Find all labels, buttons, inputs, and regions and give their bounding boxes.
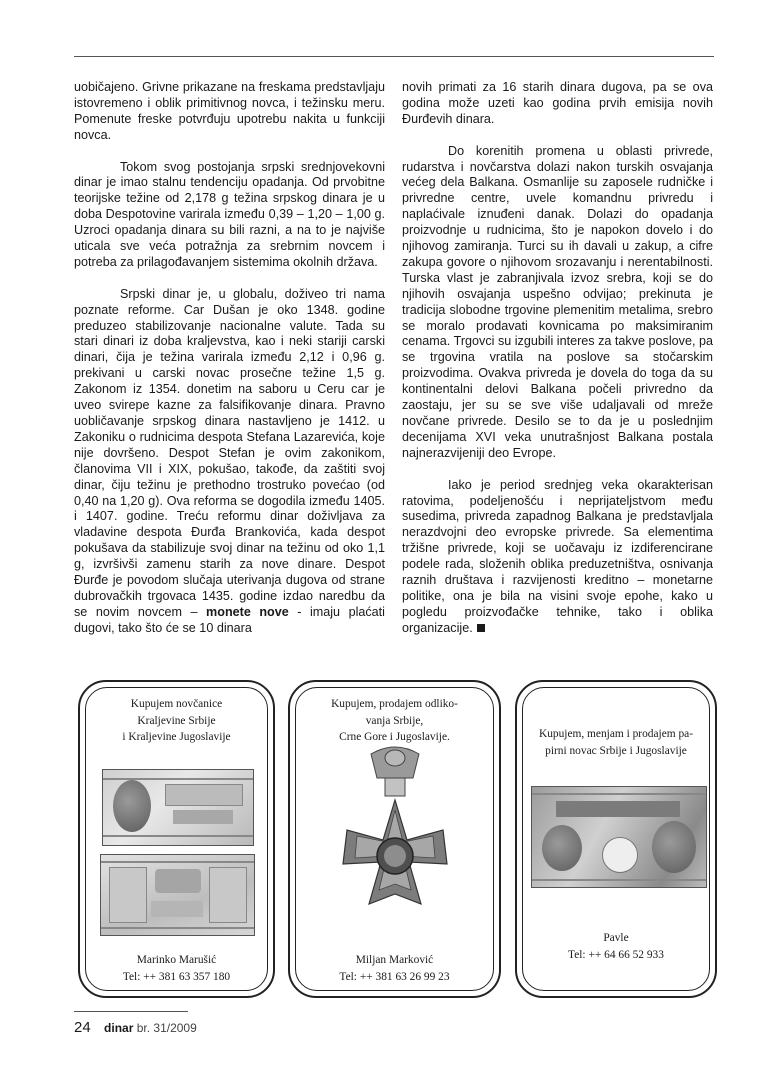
banknote-band xyxy=(101,861,254,863)
top-rule xyxy=(74,56,714,57)
magazine-name: dinar xyxy=(104,1021,134,1035)
ad-line: Kupujem novčanice xyxy=(130,698,223,710)
paragraph-text-end: - imaju plaćati dugovi, tako što će se 10 dinara xyxy=(74,604,385,635)
ad-heading xyxy=(90,696,263,746)
ad-line: i Kraljevine Jugoslavije xyxy=(122,731,231,743)
ad-line: Kraljevine Srbije xyxy=(137,714,216,727)
paragraph: Tokom svog postojanja srpski srednjovekovni dinar je imao stalnu tendenciju opadanja. Od prvobitne teorijske težine od 2,178 g težina srpskog dinara je u doba Despotovine varirala između 0,39 – 1,20 – 1,00 g. Uzroci opadanja dinara su bili razni, a na to je najviše uticala sve veća potražnja za srebrnim novcem i potreba za prilagođavanjem sistemima okolnih država. xyxy=(74,159,385,269)
ad-line: Kupujem, menjam i prodajem pa- xyxy=(538,728,694,740)
article-column-right xyxy=(402,80,713,653)
page-footer xyxy=(74,1019,197,1036)
bold-term: monete nove xyxy=(206,604,289,619)
ad-contact xyxy=(88,952,265,985)
ad-contact-phone: Tel: ++ 64 66 52 933 xyxy=(568,948,664,961)
ad-contact xyxy=(298,952,491,985)
ad-contact xyxy=(525,930,707,963)
banknote-denomination-block xyxy=(155,869,201,893)
ad-contact-name: Miljan Marković xyxy=(355,954,434,966)
banknote-figure xyxy=(542,825,582,871)
banknote-panel xyxy=(109,867,147,923)
ad-medals xyxy=(288,680,501,998)
banknote-band xyxy=(101,927,254,929)
banknote-band xyxy=(532,793,706,795)
article-column-left xyxy=(74,80,385,653)
end-of-article-mark xyxy=(477,624,485,632)
ad-line: pirni novac Srbije i Jugoslavije xyxy=(545,744,687,757)
paragraph xyxy=(402,478,713,637)
banknote-band xyxy=(103,778,253,780)
banknote-band xyxy=(103,835,253,837)
footer-rule xyxy=(74,1011,188,1012)
banknote-watermark xyxy=(602,837,638,873)
banknote-image xyxy=(531,786,707,888)
banknote-text-block xyxy=(165,784,243,806)
ad-heading xyxy=(300,696,489,746)
banknote-panel xyxy=(209,867,247,923)
ad-paper-money xyxy=(515,680,717,998)
ad-contact-phone: Tel: ++ 381 63 26 99 23 xyxy=(339,970,450,983)
issue-number: br. 31/2009 xyxy=(136,1021,197,1035)
ad-contact-name: Marinko Marušić xyxy=(136,954,217,966)
ad-contact-phone: Tel: ++ 381 63 357 180 xyxy=(122,970,231,983)
order-medal-image xyxy=(333,744,457,938)
classified-ads xyxy=(78,680,716,1000)
paragraph: novih primati za 16 starih dinara dugova, pa se ova godina može uzeti kao godina prvih emisija novih Đurđevih dinara. xyxy=(402,80,713,126)
ad-contact-name: Pavle xyxy=(603,932,629,944)
page-number: 24 xyxy=(74,1019,91,1036)
banknote-image xyxy=(100,854,255,936)
paragraph-text: Iako je period srednjeg veka okarakterisan ratovima, podeljenošću i neprijateljstvom među susedima, privreda zapadnog Balkana je predstavljala nerazdvojni deo evropske privrede. Sa elementima tržišne privrede, koji se uočavaju iz izdiferencirane podele rada, složenih oblika preduzetništva, osnivanja raznih društava i razvijenosti kreditno – monetarne politike, ona je bila na visini svoje epohe, kako u pogledu proizvođačke tehnike, tako i oblika organizacije. xyxy=(402,477,713,635)
ad-line: vanja Srbije, xyxy=(365,714,424,727)
ad-line: Crne Gore i Jugoslavije. xyxy=(339,731,450,743)
paragraph-text: Srpski dinar je, u globalu, doživeo tri nama poznate reforme. Car Dušan je oko 1348. godine preduzeo stabilizovanje nacionalne valute. Tada su stari dinari iz doba kraljevstva, kao i neki stariji carski dinari, čija je težina varirala između 2,12 i 0,96 g. prekivani u carski novac prosečne težine 1,5 g. Zakonom iz 1354. donetim na saboru u Ceru car je uveo svirepe kazne za falsifikovanje dinara. Pravno uobličavanje srpskog dinara nastavljeno je 1412. u Zakoniku o rudnicima despota Stefana Lazarevića, koje nije dovršeno. Despot Stefan je ovim zakonikom, članovima VII i XIX, pokušao, takođe, da zaštiti svoj dinar, čiju težinu je prethodno trostruko povećao (od 0,40 na 1,20 g). Ova reforma se dogodila između 1405. i 1407. godine. Treću reformu dinar doživljava za vladavine despota Đurđa Brankovića, kada despot pokušava da stabilizuje svoj dinar na težinu od oko 1,1 g, izvršivši zamenu starih za nove dinare. Despot Đurđe je povodom slučaja uterivanja dugova od strane dubrovačkih trgovaca 1435. godine izdao naredbu da se novim novcem – xyxy=(74,286,385,619)
banknote-figure xyxy=(652,821,696,873)
banknote-text-block xyxy=(173,810,233,824)
banknote-text-block xyxy=(556,801,680,817)
banknote-band xyxy=(532,879,706,881)
banknote-portrait xyxy=(113,780,151,832)
paragraph: uobičajeno. Grivne prikazane na freskama predstavljaju istovremeno i oblik primitivnog novca, i težinsku meru. Pomenute freske potvrđuju upotrebu nakita u funkciji novca. xyxy=(74,80,385,142)
ad-heading xyxy=(527,726,705,759)
ad-line: Kupujem, prodajem odliko- xyxy=(331,698,458,710)
paragraph xyxy=(74,287,385,637)
paragraph: Do korenitih promena u oblasti privrede, rudarstva i novčarstva dolazi nakon turskih osvajanja većeg dela Balkana. Osmanlije su zaposele rudničke i privredne centre, uvele komandnu privredu i naplaćivale iznuđeni danak. Dolazi do opadanja proizvodnje u rudnicima, što je napokon dovelo i do njihovog zamiranja. Turci su ih davali u zakup, a cifre zakupa govore o njihovom srozavanju i nerentabilnosti. Turska vlast je zabranjivala izvoz srebra, koji se do njihovih osvajanja uspešno odvijao; prekinuta je tradicija slobodne trgovine plemenitim metalima, srebro se moralo prodavati kovnicama po maksimiranim cenama. Trgovci su izgubili interes za takve poslove, pa se trgovina vratila na poslove sa stočarskim proizvodima. Ovakva privreda je dovela do toga da su kontinentalni delovi Balkana počeli privredno da zaostaju, jer su se sve više udaljavali od mreže novčane privrede. Desilo se to da je u poslednjim decenijama XVI veka unutrašnjost Balkana postala najnerazvijeniji deo Evrope. xyxy=(402,143,713,460)
ad-banknotes xyxy=(78,680,275,998)
banknote-image xyxy=(102,769,254,846)
banknote-text-block xyxy=(151,901,203,917)
